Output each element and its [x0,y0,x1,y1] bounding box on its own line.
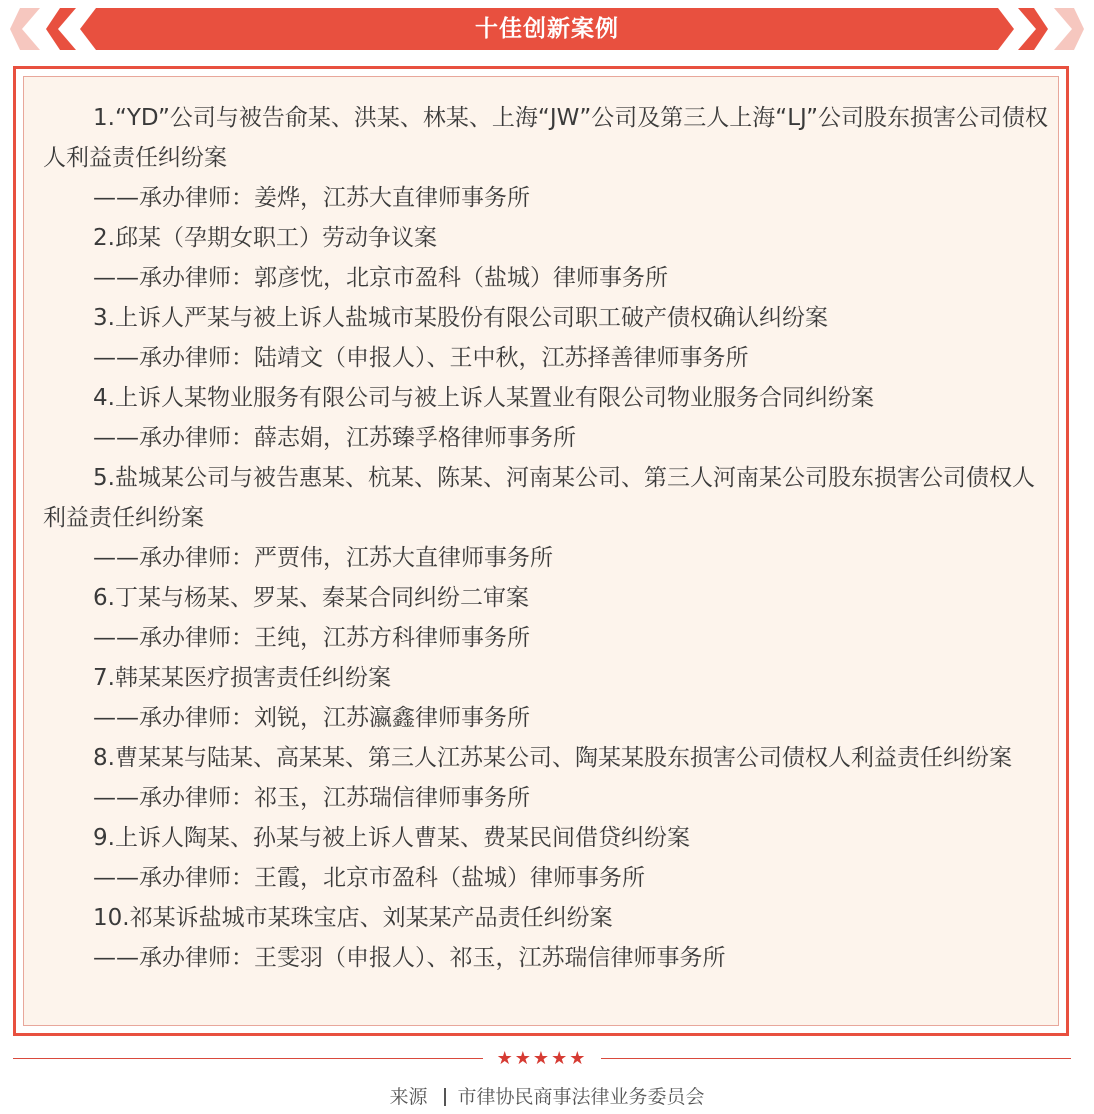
case-item [43,738,1051,818]
case-lawyer: ——承办律师：刘锐，江苏瀛鑫律师事务所 [93,705,530,731]
case-item [43,218,1051,298]
case-item [43,658,1051,738]
stars-icon: ★★★★★ [496,1048,588,1069]
case-lawyer: ——承办律师：祁玉，江苏瑞信律师事务所 [93,785,530,811]
case-lawyer: ——承办律师：薛志娟，江苏臻孚格律师事务所 [93,425,576,451]
case-item [43,458,1051,578]
case-item [43,818,1051,898]
divider-line-right [601,1058,1071,1059]
case-item [43,898,1051,978]
case-title: 2.邱某（孕期女职工）劳动争议案 [93,225,437,251]
case-title: 6.丁某与杨某、罗某、秦某合同纠纷二审案 [93,585,529,611]
case-lawyer: ——承办律师：陆靖文（申报人）、王中秋，江苏择善律师事务所 [93,345,749,371]
case-title: 1.“YD”公司与被告俞某、洪某、林某、上海“JW”公司及第三人上海“LJ”公司股东损害公司债权人利益责任纠纷案 [43,105,1048,171]
case-title: 10.祁某诉盐城市某珠宝店、刘某某产品责任纠纷案 [93,905,613,931]
footer-divider [13,1049,1071,1069]
case-item [43,298,1051,378]
case-title: 5.盐城某公司与被告惠某、杭某、陈某、河南某公司、第三人河南某公司股东损害公司债权人利益责任纠纷案 [43,465,1035,531]
case-item [43,98,1051,218]
case-title: 9.上诉人陶某、孙某与被上诉人曹某、费某民间借贷纠纷案 [93,825,690,851]
case-title: 3.上诉人严某与被上诉人盐城市某股份有限公司职工破产债权确认纠纷案 [93,305,828,331]
case-lawyer: ——承办律师：王纯，江苏方科律师事务所 [93,625,530,651]
divider-line-left [13,1058,483,1059]
banner-title: 十佳创新案例 [475,16,619,42]
case-title: 4.上诉人某物业服务有限公司与被上诉人某置业有限公司物业服务合同纠纷案 [93,385,874,411]
case-lawyer: ——承办律师：郭彦忱，北京市盈科（盐城）律师事务所 [93,265,668,291]
source-value: 市律协民商事法律业务委员会 [457,1086,705,1108]
case-lawyer: ——承办律师：严贾伟，江苏大直律师事务所 [93,545,553,571]
case-lawyer: ——承办律师：姜烨，江苏大直律师事务所 [93,185,530,211]
title-banner [10,8,1084,50]
source-line [0,1083,1094,1111]
case-lawyer: ——承办律师：王雯羽（申报人）、祁玉，江苏瑞信律师事务所 [93,945,726,971]
case-title: 7.韩某某医疗损害责任纠纷案 [93,665,391,691]
case-item [43,578,1051,658]
case-lawyer: ——承办律师：王霞，北京市盈科（盐城）律师事务所 [93,865,645,891]
source-label: 来源 [389,1086,428,1108]
case-item [43,378,1051,458]
cases-frame [13,66,1069,1036]
source-separator [444,1088,446,1106]
case-list [43,98,1051,978]
cases-frame-inner [23,76,1059,1026]
case-title: 8.曹某某与陆某、高某某、第三人江苏某公司、陶某某股东损害公司债权人利益责任纠纷案 [93,745,1012,771]
